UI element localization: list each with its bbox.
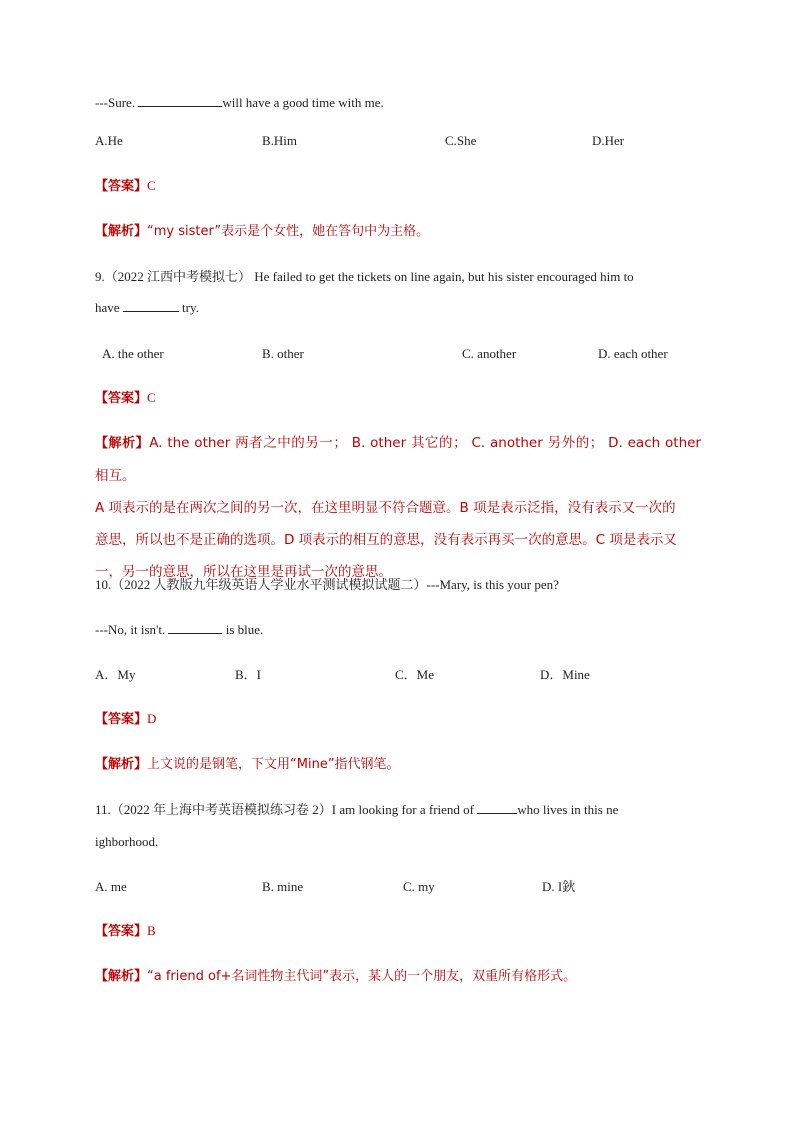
q8-stem-start: ---Sure. [95, 95, 139, 110]
q8-analysis [95, 222, 429, 241]
q8-option-b: B.Him [262, 133, 298, 148]
q11-analysis [95, 967, 576, 986]
q10-option-c: C．Me [395, 667, 435, 682]
q9-answer [95, 389, 156, 408]
q8-answer [95, 177, 156, 196]
q9-analysis-line4: 一，另一的意思，所以在这里是再试一次的意思。 [95, 564, 392, 580]
answer-value: B [147, 923, 156, 938]
q9-blank [123, 300, 179, 312]
q11-blank [477, 802, 517, 814]
q11-stem-line2: ighborhood. [95, 834, 159, 849]
q11-option-c: C. my [403, 879, 435, 894]
q10-stem-start: ---No, it isn't. [95, 622, 169, 637]
analysis-text: “a friend of+名词性物主代词”表示，某人的一个朋友，双重所有格形式。 [147, 969, 577, 984]
q9-option-c: C. another [462, 346, 517, 361]
analysis-label: 【解析】 [95, 969, 148, 984]
q10-analysis [95, 755, 400, 774]
q10-blank [168, 622, 222, 634]
q8-blank [138, 95, 222, 107]
q11-option-a: A. me [95, 879, 127, 894]
q9-stem-end: try. [178, 300, 199, 315]
q11-stem-end: who lives in this ne [517, 802, 619, 817]
q8-option-a: A.He [95, 133, 123, 148]
analysis-text: A. the other 两者之中的另一； B. other 其它的； C. another 另外的； D. each other 相互。 [95, 435, 701, 484]
q9-stem-line1: 9.（2022 江西中考模拟七） He failed to get the tickets on line again, but his sister encouraged him to [95, 269, 634, 284]
answer-value: D [147, 711, 157, 726]
q8-stem-end: will have a good time with me. [222, 95, 384, 110]
q11-stem-line1 [95, 801, 618, 819]
answer-label: 【答案】 [95, 391, 148, 406]
q10-option-b: B．I [235, 667, 262, 682]
q8-option-d: D.Her [592, 133, 625, 148]
q9-stem-line2 [95, 299, 199, 317]
analysis-label: 【解析】 [95, 224, 148, 239]
q9-analysis-line2: A 项表示的是在两次之间的另一次，在这里明显不符合题意。B 项是表示泛指，没有表示又一次的 [95, 500, 676, 516]
answer-label: 【答案】 [95, 712, 148, 727]
q9-stem-start: have [95, 300, 123, 315]
q11-option-b: B. mine [262, 879, 304, 894]
q9-analysis-line3: 意思，所以也不是正确的选项。D 项表示的相互的意思，没有表示再买一次的意思。C 项是表示又 [95, 532, 677, 548]
analysis-label: 【解析】 [95, 436, 150, 451]
q9-option-a: A. the other [102, 346, 164, 361]
analysis-text: “my sister”表示是个女性，她在答句中为主格。 [147, 224, 430, 239]
q9-option-d: D. each other [598, 346, 668, 361]
q11-stem-start: 11.（2022 年上海中考英语模拟练习卷 2）I am looking for a friend of [95, 802, 478, 817]
q10-stem-line2 [95, 621, 263, 639]
analysis-text: 上文说的是钢笔，下文用“Mine”指代钢笔。 [147, 757, 400, 772]
q10-answer [95, 710, 156, 729]
answer-label: 【答案】 [95, 179, 148, 194]
q8-option-c: C.She [445, 133, 477, 148]
q11-option-d: D. I鈥 [542, 879, 576, 894]
analysis-label: 【解析】 [95, 757, 148, 772]
q10-stem-end: is blue. [222, 622, 264, 637]
q9-analysis-line1 [95, 427, 701, 492]
answer-value: C [147, 178, 156, 193]
q10-option-d: D．Mine [540, 667, 590, 682]
answer-value: C [147, 390, 156, 405]
q10-stem-line1: 10.（2022 人教版九年级英语人学业水平测试模拟试题二）---Mary, is this your pen? [95, 577, 559, 592]
q11-answer [95, 922, 156, 941]
q9-analysis [95, 427, 701, 588]
q9-option-b: B. other [262, 346, 304, 361]
q10-option-a: A．My [95, 667, 136, 682]
answer-label: 【答案】 [95, 924, 148, 939]
q8-stem [95, 94, 384, 112]
